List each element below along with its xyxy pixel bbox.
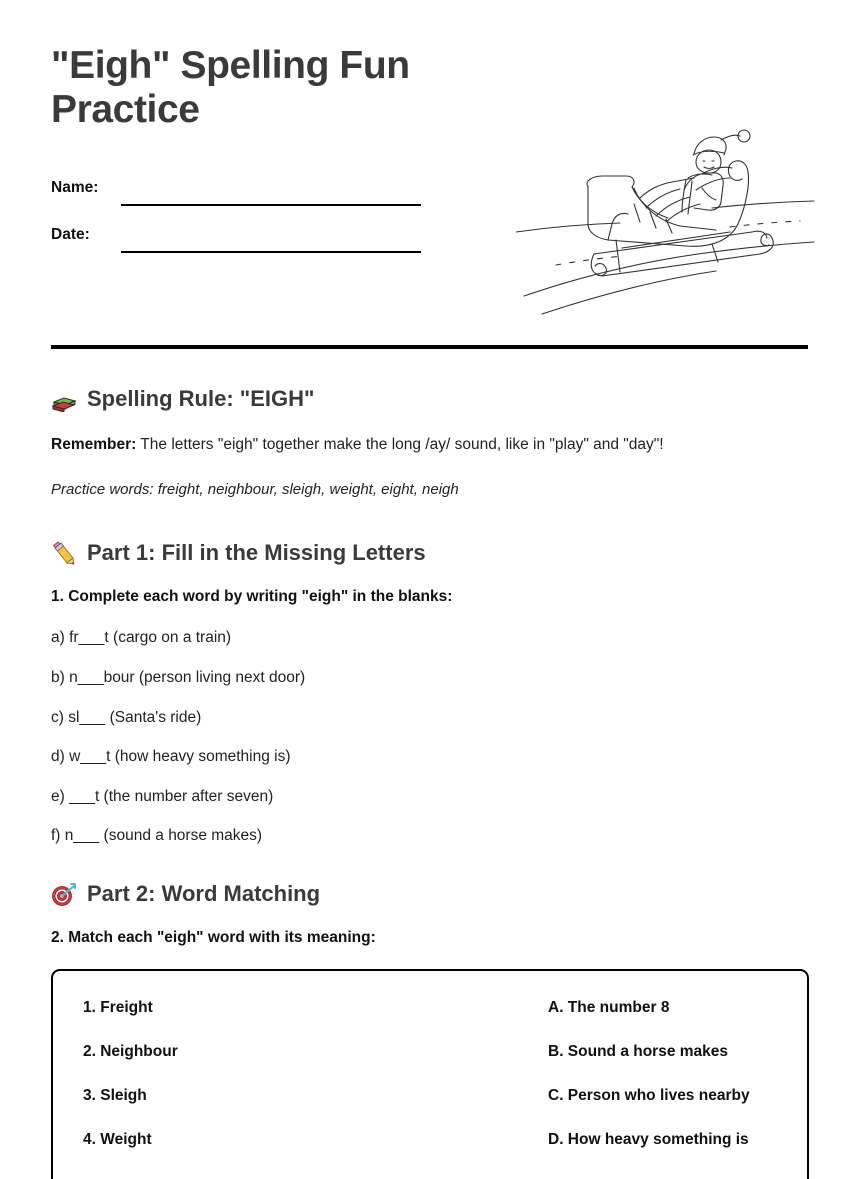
worksheet-content	[0, 348, 860, 1179]
part2-heading	[51, 881, 809, 907]
name-field-row	[51, 159, 451, 206]
part1-heading-text: Part 1: Fill in the Missing Letters	[87, 539, 426, 565]
date-label: Date:	[51, 226, 90, 244]
part1-heading	[51, 540, 809, 566]
books-icon	[51, 386, 77, 412]
fill-blank-item-b[interactable]: b) n___bour (person living next door)	[51, 668, 306, 686]
match-word-2[interactable]: 2. Neighbour	[83, 1042, 178, 1060]
fill-blank-item-a[interactable]: a) fr___t (cargo on a train)	[51, 629, 232, 647]
match-meaning-a[interactable]: A. The number 8	[548, 998, 670, 1016]
spelling-rule-heading-text: Spelling Rule: "EIGH"	[87, 386, 315, 411]
remember-lead: Remember:	[51, 436, 137, 454]
match-meaning-d[interactable]: D. How heavy something is	[548, 1130, 749, 1148]
remember-text: The letters "eigh" together make the long /ay/ sound, like in "play" and "day"!	[136, 436, 664, 454]
fill-blank-item-e[interactable]: e) ___t (the number after seven)	[51, 787, 274, 805]
spelling-rule-heading	[51, 386, 809, 412]
match-word-3[interactable]: 3. Sleigh	[83, 1086, 147, 1104]
fill-blank-item-c[interactable]: c) sl___ (Santa's ride)	[51, 708, 202, 726]
match-row[interactable]	[83, 1087, 777, 1105]
pencil-icon	[51, 540, 77, 566]
match-word-1[interactable]: 1. Freight	[83, 998, 153, 1016]
match-row[interactable]	[83, 999, 777, 1017]
page-title: "Eigh" Spelling Fun Practice	[51, 44, 410, 131]
fill-blank-item-f[interactable]: f) n___ (sound a horse makes)	[51, 827, 263, 845]
part1-instruction: 1. Complete each word by writing "eigh" in the blanks:	[51, 588, 453, 606]
match-word-4[interactable]: 4. Weight	[83, 1130, 152, 1148]
header-divider	[51, 345, 808, 349]
match-meaning-b[interactable]: B. Sound a horse makes	[548, 1042, 729, 1060]
match-row[interactable]	[83, 1131, 777, 1149]
name-label: Name:	[51, 179, 99, 197]
dart-board-icon	[51, 881, 77, 907]
student-info-fields	[51, 159, 451, 253]
sleigh-on-snow-illustration	[516, 128, 816, 323]
match-meaning-c[interactable]: C. Person who lives nearby	[548, 1086, 750, 1104]
worksheet-header	[0, 0, 860, 348]
part2-heading-text: Part 2: Word Matching	[87, 880, 321, 906]
part2-instruction: 2. Match each "eigh" word with its meaning:	[51, 928, 376, 946]
date-field-row	[51, 206, 451, 253]
match-row[interactable]	[83, 1043, 777, 1061]
name-input-line[interactable]	[121, 180, 421, 206]
remember-line	[51, 434, 809, 456]
fill-blank-item-d[interactable]: d) w___t (how heavy something is)	[51, 748, 291, 766]
date-input-line[interactable]	[121, 227, 421, 253]
word-matching-box	[51, 969, 809, 1179]
practice-words: Practice words: freight, neighbour, sleigh, weight, eight, neigh	[51, 480, 459, 498]
